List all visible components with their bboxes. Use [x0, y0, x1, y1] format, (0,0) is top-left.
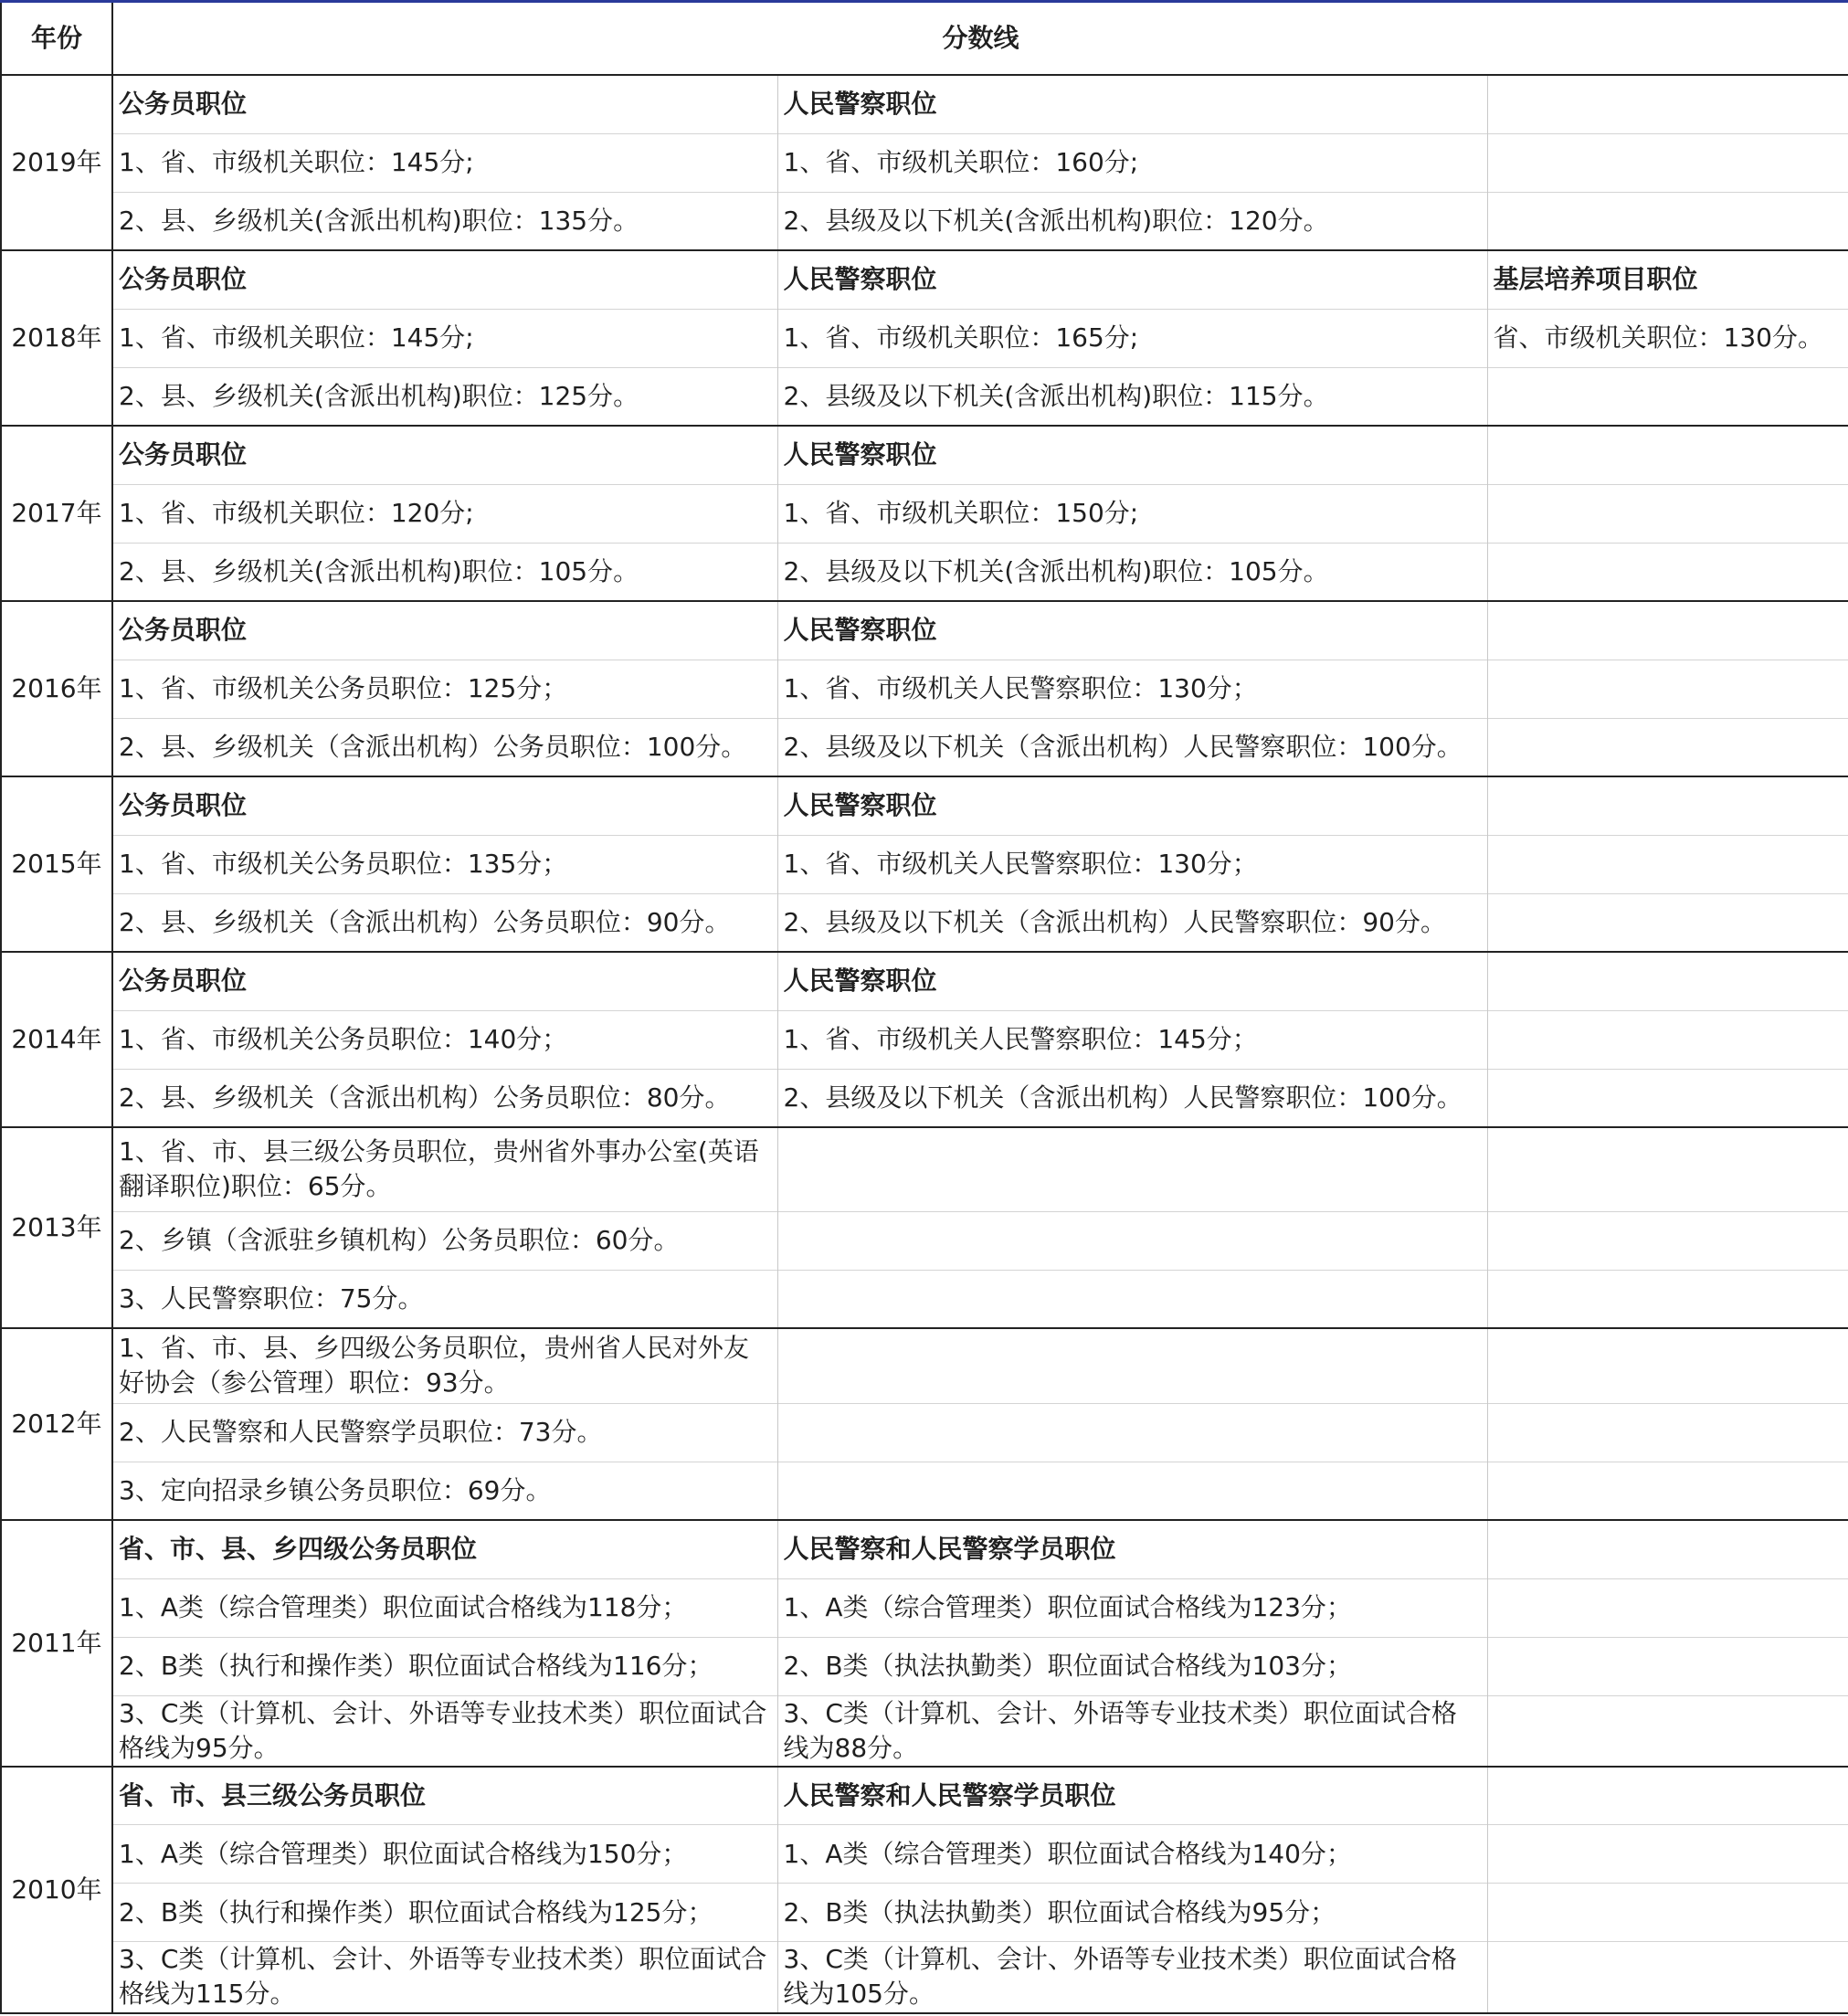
year-cell: 2018年: [1, 250, 112, 426]
category-heading-grassroots: [1487, 601, 1848, 660]
table-row: [1, 1069, 1848, 1127]
year-cell: 2012年: [1, 1328, 112, 1520]
category-heading-civil-servant: 省、市、县三级公务员职位: [112, 1767, 777, 1825]
table-body: [1, 75, 1848, 2013]
score-cell-civil-servant: 3、定向招录乡镇公务员职位：69分。: [112, 1462, 777, 1520]
score-cell-grassroots: [1487, 1403, 1848, 1462]
category-heading-grassroots: 基层培养项目职位: [1487, 250, 1848, 309]
year-cell: 2015年: [1, 776, 112, 952]
category-heading-police: 人民警察职位: [777, 426, 1487, 484]
score-cell-police: 3、C类（计算机、会计、外语等专业技术类）职位面试合格线为88分。: [777, 1695, 1487, 1767]
table-row: [1, 1403, 1848, 1462]
table-row: [1, 1127, 1848, 1211]
score-cell-police: 2、县级及以下机关（含派出机构）人民警察职位：100分。: [777, 718, 1487, 776]
score-cell-police: 2、B类（执法执勤类）职位面试合格线为103分；: [777, 1637, 1487, 1695]
score-cell-grassroots: [1487, 1462, 1848, 1520]
table-row: [1, 660, 1848, 718]
table-row: [1, 1825, 1848, 1884]
score-cell-police: 2、县级及以下机关(含派出机构)职位：115分。: [777, 367, 1487, 426]
year-cell: 2017年: [1, 426, 112, 601]
score-cell-grassroots: [1487, 1328, 1848, 1403]
score-cell-grassroots: 省、市级机关职位：130分。: [1487, 309, 1848, 367]
table-row: [1, 1328, 1848, 1403]
table-row: [1, 133, 1848, 192]
category-heading-police: 人民警察职位: [777, 952, 1487, 1010]
score-cell-police: [777, 1403, 1487, 1462]
score-cell-police: [777, 1127, 1487, 1211]
table-row: [1, 893, 1848, 952]
table-row: [1, 192, 1848, 250]
score-cell-police: 3、C类（计算机、会计、外语等专业技术类）职位面试合格线为105分。: [777, 1942, 1487, 2013]
score-cell-grassroots: [1487, 1942, 1848, 2013]
table-row: [1, 484, 1848, 543]
category-heading-grassroots: [1487, 75, 1848, 133]
table-row: [1, 1520, 1848, 1578]
table-row: [1, 1884, 1848, 1942]
table-row: [1, 75, 1848, 133]
table-row: [1, 1695, 1848, 1767]
category-heading-grassroots: [1487, 1520, 1848, 1578]
category-heading-police: 人民警察职位: [777, 776, 1487, 835]
table-row: [1, 250, 1848, 309]
table-row: [1, 1462, 1848, 1520]
year-cell: 2011年: [1, 1520, 112, 1767]
year-cell: 2016年: [1, 601, 112, 776]
score-cell-police: 1、省、市级机关职位：165分;: [777, 309, 1487, 367]
table-row: [1, 426, 1848, 484]
score-cell-civil-servant: 2、县、乡级机关(含派出机构)职位：125分。: [112, 367, 777, 426]
category-heading-grassroots: [1487, 1767, 1848, 1825]
score-cell-grassroots: [1487, 660, 1848, 718]
score-cell-civil-servant: 3、C类（计算机、会计、外语等专业技术类）职位面试合格线为95分。: [112, 1695, 777, 1767]
score-cell-civil-servant: 3、人民警察职位：75分。: [112, 1270, 777, 1328]
score-cell-civil-servant: 1、省、市、县、乡四级公务员职位，贵州省人民对外友好协会（参公管理）职位：93分。: [112, 1328, 777, 1403]
table-row: [1, 1942, 1848, 2013]
category-heading-police: 人民警察职位: [777, 601, 1487, 660]
category-heading-grassroots: [1487, 426, 1848, 484]
score-cell-civil-servant: 2、县、乡级机关（含派出机构）公务员职位：80分。: [112, 1069, 777, 1127]
score-cell-civil-servant: 2、人民警察和人民警察学员职位：73分。: [112, 1403, 777, 1462]
score-cell-police: 1、省、市级机关人民警察职位：130分；: [777, 835, 1487, 893]
score-cell-police: 2、B类（执法执勤类）职位面试合格线为95分；: [777, 1884, 1487, 1942]
score-cell-civil-servant: 1、省、市、县三级公务员职位，贵州省外事办公室(英语翻译职位)职位：65分。: [112, 1127, 777, 1211]
header-score: 分数线: [112, 2, 1848, 76]
score-cell-civil-servant: 2、县、乡级机关（含派出机构）公务员职位：100分。: [112, 718, 777, 776]
score-cell-grassroots: [1487, 718, 1848, 776]
score-cell-grassroots: [1487, 1825, 1848, 1884]
score-cell-grassroots: [1487, 1069, 1848, 1127]
score-cell-civil-servant: 1、省、市级机关职位：145分;: [112, 309, 777, 367]
score-cell-police: 1、省、市级机关人民警察职位：145分；: [777, 1010, 1487, 1069]
table-row: [1, 309, 1848, 367]
table-row: [1, 1578, 1848, 1637]
score-cell-civil-servant: 1、省、市级机关职位：120分;: [112, 484, 777, 543]
score-cell-police: 2、县级及以下机关(含派出机构)职位：105分。: [777, 543, 1487, 601]
score-cell-civil-servant: 1、省、市级机关公务员职位：125分；: [112, 660, 777, 718]
category-heading-civil-servant: 公务员职位: [112, 952, 777, 1010]
year-cell: 2014年: [1, 952, 112, 1127]
score-cell-civil-servant: 1、省、市级机关公务员职位：135分；: [112, 835, 777, 893]
score-cell-police: [777, 1462, 1487, 1520]
category-heading-civil-servant: 公务员职位: [112, 75, 777, 133]
table-row: [1, 601, 1848, 660]
score-cell-police: 1、省、市级机关职位：150分;: [777, 484, 1487, 543]
score-cell-grassroots: [1487, 835, 1848, 893]
category-heading-grassroots: [1487, 776, 1848, 835]
score-cell-grassroots: [1487, 1578, 1848, 1637]
score-cell-grassroots: [1487, 1270, 1848, 1328]
table-row: [1, 1010, 1848, 1069]
table-row: [1, 952, 1848, 1010]
category-heading-civil-servant: 公务员职位: [112, 250, 777, 309]
score-cell-police: 2、县级及以下机关（含派出机构）人民警察职位：100分。: [777, 1069, 1487, 1127]
score-cell-grassroots: [1487, 543, 1848, 601]
score-cell-police: [777, 1211, 1487, 1270]
table-row: [1, 718, 1848, 776]
score-cell-grassroots: [1487, 192, 1848, 250]
score-cell-police: 2、县级及以下机关（含派出机构）人民警察职位：90分。: [777, 893, 1487, 952]
score-cell-grassroots: [1487, 1884, 1848, 1942]
score-cell-police: 2、县级及以下机关(含派出机构)职位：120分。: [777, 192, 1487, 250]
score-cell-grassroots: [1487, 484, 1848, 543]
score-cell-police: 1、A类（综合管理类）职位面试合格线为123分；: [777, 1578, 1487, 1637]
score-cell-grassroots: [1487, 133, 1848, 192]
score-cell-grassroots: [1487, 367, 1848, 426]
score-cell-grassroots: [1487, 893, 1848, 952]
score-cell-police: 1、省、市级机关职位：160分;: [777, 133, 1487, 192]
category-heading-grassroots: [1487, 952, 1848, 1010]
score-cell-civil-servant: 1、省、市级机关公务员职位：140分；: [112, 1010, 777, 1069]
category-heading-civil-servant: 公务员职位: [112, 426, 777, 484]
score-cell-police: [777, 1270, 1487, 1328]
year-cell: 2019年: [1, 75, 112, 250]
category-heading-civil-servant: 省、市、县、乡四级公务员职位: [112, 1520, 777, 1578]
table-row: [1, 1270, 1848, 1328]
score-cell-civil-servant: 1、A类（综合管理类）职位面试合格线为118分；: [112, 1578, 777, 1637]
score-cell-police: [777, 1328, 1487, 1403]
score-cell-civil-servant: 1、A类（综合管理类）职位面试合格线为150分；: [112, 1825, 777, 1884]
header-year: 年份: [1, 2, 112, 76]
score-cell-civil-servant: 1、省、市级机关职位：145分;: [112, 133, 777, 192]
score-cell-civil-servant: 2、县、乡级机关(含派出机构)职位：105分。: [112, 543, 777, 601]
score-cell-civil-servant: 2、乡镇（含派驻乡镇机构）公务员职位：60分。: [112, 1211, 777, 1270]
category-heading-civil-servant: 公务员职位: [112, 601, 777, 660]
score-cell-police: 1、省、市级机关人民警察职位：130分；: [777, 660, 1487, 718]
table-row: [1, 1211, 1848, 1270]
score-cell-civil-servant: 2、县、乡级机关（含派出机构）公务员职位：90分。: [112, 893, 777, 952]
year-cell: 2013年: [1, 1127, 112, 1328]
score-cell-grassroots: [1487, 1127, 1848, 1211]
header-row: [1, 2, 1848, 76]
score-cell-civil-servant: 2、B类（执行和操作类）职位面试合格线为125分；: [112, 1884, 777, 1942]
category-heading-police: 人民警察和人民警察学员职位: [777, 1767, 1487, 1825]
score-cell-civil-servant: 2、县、乡级机关(含派出机构)职位：135分。: [112, 192, 777, 250]
category-heading-police: 人民警察职位: [777, 250, 1487, 309]
table-row: [1, 543, 1848, 601]
year-cell: 2010年: [1, 1767, 112, 2013]
table-row: [1, 367, 1848, 426]
category-heading-police: 人民警察和人民警察学员职位: [777, 1520, 1487, 1578]
score-cell-civil-servant: 3、C类（计算机、会计、外语等专业技术类）职位面试合格线为115分。: [112, 1942, 777, 2013]
table-row: [1, 776, 1848, 835]
score-cell-grassroots: [1487, 1637, 1848, 1695]
table-row: [1, 835, 1848, 893]
score-cell-grassroots: [1487, 1695, 1848, 1767]
score-cell-police: 1、A类（综合管理类）职位面试合格线为140分；: [777, 1825, 1487, 1884]
table-row: [1, 1637, 1848, 1695]
category-heading-civil-servant: 公务员职位: [112, 776, 777, 835]
score-cell-civil-servant: 2、B类（执行和操作类）职位面试合格线为116分；: [112, 1637, 777, 1695]
table-row: [1, 1767, 1848, 1825]
score-cell-grassroots: [1487, 1211, 1848, 1270]
category-heading-police: 人民警察职位: [777, 75, 1487, 133]
score-cell-grassroots: [1487, 1010, 1848, 1069]
